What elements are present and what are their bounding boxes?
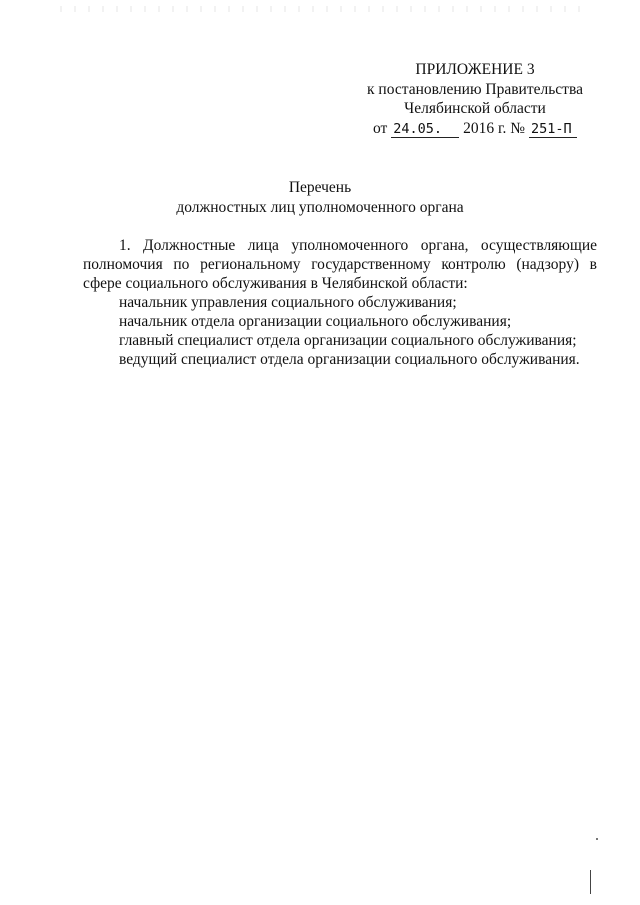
scan-artifact	[596, 838, 598, 840]
date-value: 24.05.	[391, 121, 459, 138]
title-line-2: должностных лиц уполномоченного органа	[176, 199, 464, 216]
scan-artifact	[590, 870, 591, 894]
title-line-1: Перечень	[288, 179, 352, 196]
list-item: начальник управления социального обслуживания;	[119, 294, 457, 311]
appendix-header	[360, 60, 590, 138]
document-body	[83, 236, 597, 369]
list-item: начальник отдела организации социального обслуживания;	[119, 313, 512, 330]
appendix-date-line	[360, 119, 590, 139]
body-paragraph: 1. Должностные лица уполномоченного органа, осуществляющие полномочия по региональному государственному контролю (надзору) в сфере социального обслуживания в Челябинской области:	[83, 237, 597, 292]
date-prefix: от	[373, 119, 388, 137]
appendix-region: Челябинской области	[404, 100, 546, 117]
list-item: ведущий специалист отдела организации социального обслуживания.	[119, 351, 580, 368]
scan-artifact	[60, 6, 580, 12]
appendix-reference: к постановлению Правительства	[367, 80, 583, 98]
decree-number: 251-П	[529, 121, 577, 138]
appendix-number: ПРИЛОЖЕНИЕ 3	[415, 61, 535, 78]
document-title	[0, 178, 640, 218]
year-text: 2016 г. №	[463, 119, 526, 137]
list-item: главный специалист отдела организации социального обслуживания;	[119, 332, 577, 349]
